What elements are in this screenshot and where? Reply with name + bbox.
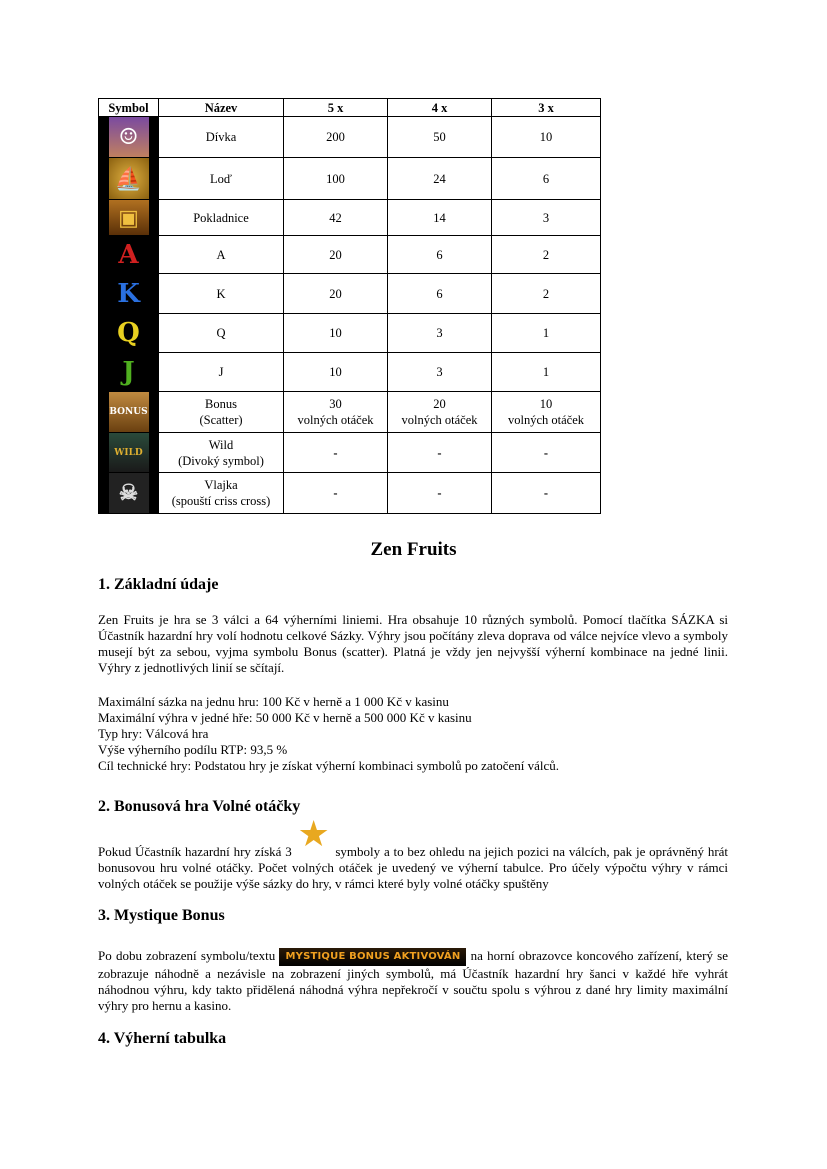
payout-value: 20	[433, 397, 446, 411]
symbol-cell	[99, 353, 159, 392]
symbol-cell	[99, 473, 159, 514]
symbol-name	[159, 473, 284, 514]
name-text: Wild	[208, 437, 234, 452]
name-text: J	[218, 365, 224, 379]
payout-v4	[388, 117, 492, 158]
text: Pokud Účastník hazardní hry získá 3	[98, 844, 292, 859]
payout-v4	[388, 433, 492, 473]
payout-v5	[284, 473, 388, 514]
payout-v3	[492, 236, 601, 274]
mystique-bonus-badge: MYSTIQUE BONUS AKTIVOVÁN	[279, 948, 466, 966]
table-row	[99, 353, 601, 392]
payout-v4	[388, 392, 492, 433]
text: Po dobu zobrazení symbolu/textu	[98, 948, 276, 963]
flag-symbol-icon: ☠	[109, 473, 149, 513]
bonus-symbol-icon: BONUS	[109, 392, 149, 432]
payout-value: 1	[542, 365, 550, 379]
girl-symbol-icon: ☺	[109, 117, 149, 157]
payout-value: 1	[542, 326, 550, 340]
header-4x: 4 x	[388, 99, 492, 117]
table-row	[99, 200, 601, 236]
section-heading-4: 4. Výherní tabulka	[98, 1030, 227, 1047]
name-subtext: (Scatter)	[199, 413, 243, 427]
payout-v5	[284, 433, 388, 473]
payout-value: 6	[542, 171, 550, 186]
payout-value: 3	[436, 326, 443, 340]
symbol-name	[159, 314, 284, 353]
table-row	[99, 274, 601, 314]
payout-v3	[492, 314, 601, 353]
payout-value: -	[333, 486, 338, 500]
payout-value: 30	[329, 397, 342, 411]
name-text: K	[216, 286, 226, 301]
payout-value: 100	[326, 171, 345, 186]
payout-v3	[492, 158, 601, 200]
table-row	[99, 236, 601, 274]
header-symbol: Symbol	[99, 99, 159, 117]
symbol-cell	[99, 117, 159, 158]
payout-v3	[492, 433, 601, 473]
payout-value: -	[543, 486, 549, 500]
payout-value: -	[543, 445, 549, 460]
j-symbol-icon: J	[109, 353, 149, 391]
payout-value: 20	[329, 286, 342, 301]
payout-value: 14	[433, 210, 446, 225]
header-5x: 5 x	[284, 99, 388, 117]
payout-v3	[492, 473, 601, 514]
table-row	[99, 473, 601, 514]
symbol-cell	[99, 314, 159, 353]
payout-v5	[284, 314, 388, 353]
symbol-name	[159, 117, 284, 158]
payout-value: 3	[542, 210, 550, 225]
a-symbol-icon: A	[109, 236, 149, 273]
payout-value: -	[333, 445, 338, 460]
payout-v4	[388, 236, 492, 274]
symbol-name	[159, 236, 284, 274]
payout-value: 24	[433, 171, 446, 186]
payout-unit: volných otáček	[297, 413, 374, 427]
table-row	[99, 158, 601, 200]
fact-game-type: Typ hry: Válcová hra	[98, 726, 209, 741]
payout-v4	[388, 274, 492, 314]
payout-v3	[492, 117, 601, 158]
name-text: Loď	[210, 171, 232, 186]
payout-v4	[388, 200, 492, 236]
payout-v4	[388, 353, 492, 392]
name-text: Dívka	[205, 130, 237, 144]
payout-v5	[284, 236, 388, 274]
section-heading-2: 2. Bonusová hra Volné otáčky	[98, 798, 301, 815]
table-header	[99, 99, 601, 117]
symbol-cell	[99, 200, 159, 236]
section-1-facts	[98, 694, 728, 774]
payout-v5	[284, 200, 388, 236]
symbol-name	[159, 433, 284, 473]
section-heading-3: 3. Mystique Bonus	[98, 907, 225, 924]
symbol-cell	[99, 274, 159, 314]
payout-value: 2	[542, 247, 550, 262]
payout-v3	[492, 353, 601, 392]
table-row	[99, 392, 601, 433]
symbol-name	[159, 353, 284, 392]
symbol-name	[159, 274, 284, 314]
section-3-paragraph	[98, 948, 728, 1014]
name-subtext: (spouští criss cross)	[171, 494, 271, 508]
page-title: Zen Fruits	[370, 539, 457, 560]
payout-value: 20	[329, 247, 342, 262]
table-row	[99, 117, 601, 158]
symbol-name	[159, 200, 284, 236]
symbol-name	[159, 392, 284, 433]
fact-rtp: Výše výherního podílu RTP: 93,5 %	[98, 742, 288, 757]
name-text: Vlajka	[204, 478, 238, 492]
payout-v5	[284, 117, 388, 158]
payout-v5	[284, 274, 388, 314]
payout-value: 3	[436, 365, 443, 379]
fact-max-bet: Maximální sázka na jednu hru: 100 Kč v herně a 1 000 Kč v kasinu	[98, 694, 449, 709]
payout-value: 10	[539, 397, 553, 411]
payout-v4	[388, 314, 492, 353]
payout-value: 200	[326, 130, 345, 144]
symbol-cell	[99, 158, 159, 200]
section-heading-1: 1. Základní údaje	[98, 576, 219, 593]
paytable	[98, 98, 601, 514]
payout-value: 42	[329, 210, 342, 225]
text: symboly a to bez ohledu na jejich pozici na válcích, pak je oprávněný hrát bonusovou hru volné otáčky. Počet volných otáček je uvedený ve výherní tabulce. Pro účely výpočtu výhry v rámci volných otáček se použije výše sázky do hry, v rámci které byly volné otáčky spuštěny	[98, 844, 729, 891]
symbol-cell	[99, 392, 159, 433]
section-2-paragraph	[98, 814, 729, 892]
name-text: Pokladnice	[193, 210, 249, 225]
fact-goal: Cíl technické hry: Podstatou hry je získat výherní kombinaci symbolů po zatočení válců.	[98, 758, 560, 773]
name-text: A	[216, 247, 226, 262]
payout-v3	[492, 200, 601, 236]
fact-max-win: Maximální výhra v jedné hře: 50 000 Kč v herně a 500 000 Kč v kasinu	[98, 710, 472, 725]
payout-value: 50	[433, 130, 446, 144]
name-text: Q	[216, 326, 226, 340]
payout-value: 6	[436, 247, 443, 262]
symbol-cell	[99, 433, 159, 473]
payout-v5	[284, 392, 388, 433]
payout-unit: volných otáček	[401, 413, 478, 427]
header-name: Název	[159, 99, 284, 117]
payout-v4	[388, 473, 492, 514]
payout-v5	[284, 158, 388, 200]
ship-symbol-icon: ⛵	[109, 158, 149, 199]
name-subtext: (Divoký symbol)	[178, 453, 264, 468]
section-1-paragraph: Zen Fruits je hra se 3 válci a 64 výherními liniemi. Hra obsahuje 10 různých symbolů. Pomocí tlačítka SÁZKA si Účastník hazardní hry volí hodnotu celkové Sázky. Výhry jsou počítány zleva doprava od válce nejvíce vlevo a symboly musejí být za sebou, vyjma symbolu Bonus (scatter). Platná je vždy jen nejvyšší výherní kombinace na jedné linii. Výhry z jednotlivých linií se sčítají.	[98, 612, 728, 675]
wild-symbol-icon: WILD	[109, 433, 149, 472]
payout-unit: volných otáček	[507, 413, 584, 427]
payout-value: 10	[329, 365, 342, 379]
payout-value: 10	[329, 326, 342, 340]
table-row	[99, 314, 601, 353]
payout-value: -	[437, 486, 442, 500]
treasure-chest-symbol-icon: ▣	[109, 200, 149, 235]
payout-v3	[492, 274, 601, 314]
text: na horní obrazovce koncového zařízení, který se zobrazuje náhodně a nezávisle na zobrazení jiných symbolů, má Účastník hazardní hry šanci v každé hře vyhrát náhodnou výhru, kdy takto přidělená náhodná výhra nepřekročí v součtu spolu s výhrou z dané hry limity maximální výhry pro hernu a kasino.	[98, 948, 729, 1013]
header-3x: 3 x	[492, 99, 601, 117]
k-symbol-icon: K	[109, 274, 149, 313]
bonus-star-icon: ★	[297, 814, 330, 854]
table-row	[99, 433, 601, 473]
payout-value: 2	[542, 286, 550, 301]
payout-v3	[492, 392, 601, 433]
payout-v5	[284, 353, 388, 392]
name-text: Bonus	[205, 397, 237, 411]
payout-value: 6	[436, 286, 443, 301]
symbol-name	[159, 158, 284, 200]
payout-value: 10	[539, 130, 553, 144]
symbol-cell	[99, 236, 159, 274]
q-symbol-icon: Q	[109, 314, 149, 352]
payout-v4	[388, 158, 492, 200]
payout-value: -	[437, 445, 442, 460]
